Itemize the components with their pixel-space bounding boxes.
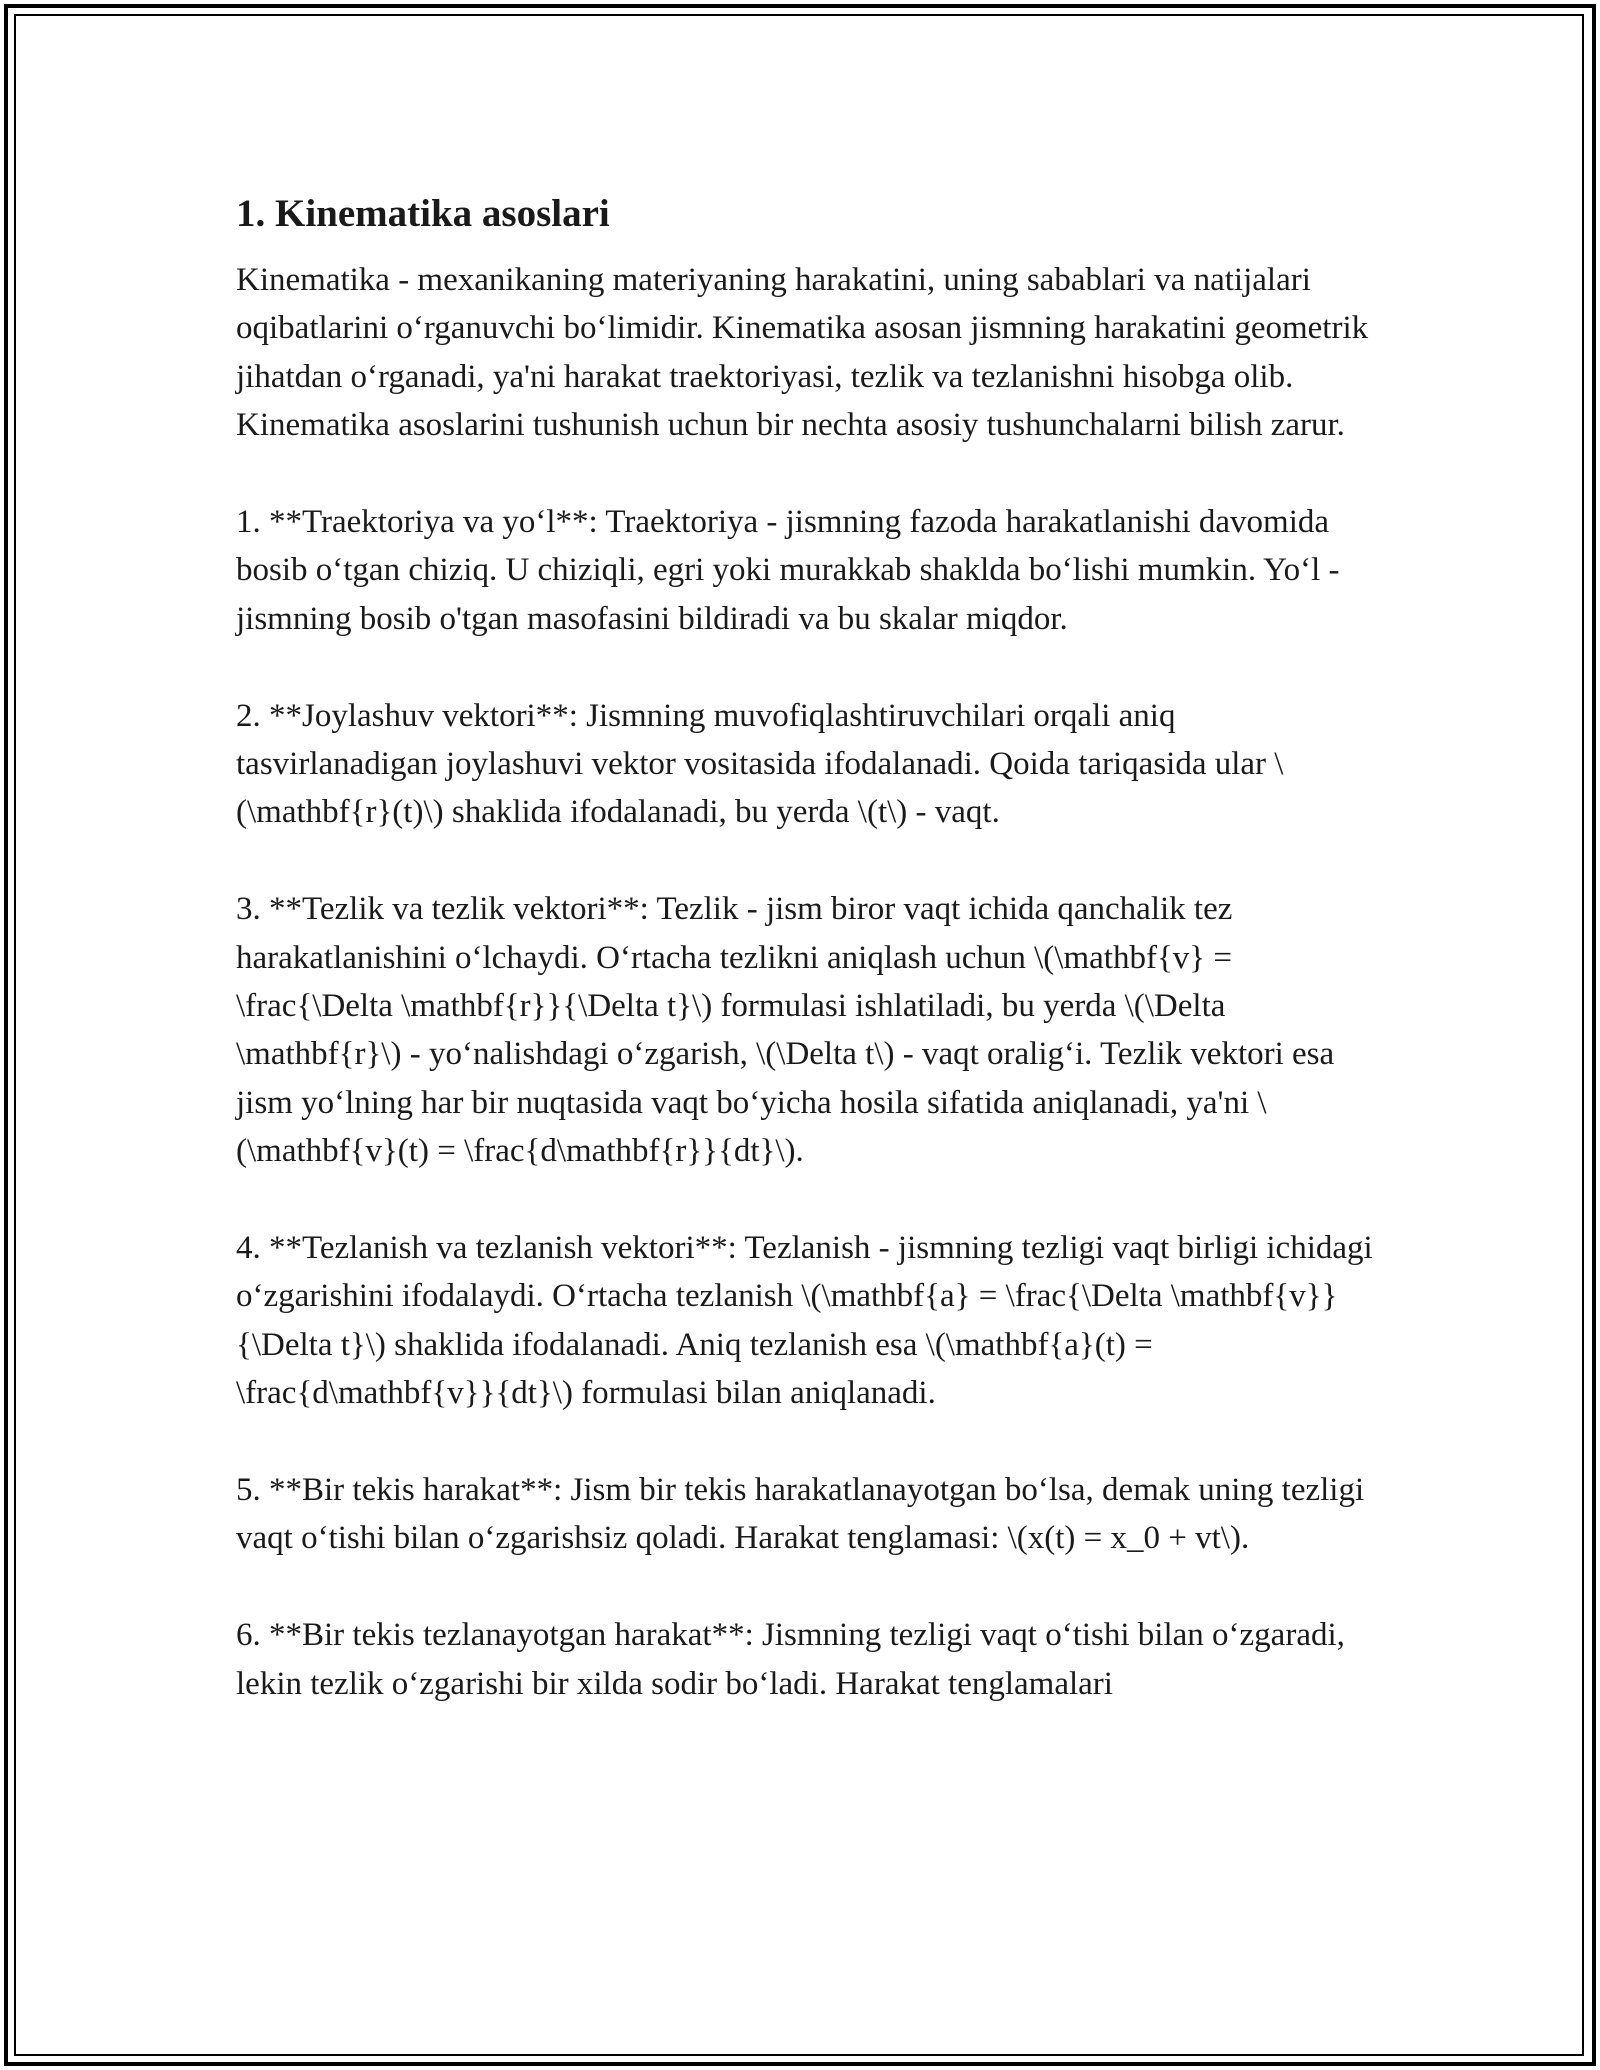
list-item-uniform-motion: 5. **Bir tekis harakat**: Jism bir tekis harakatlanayotgan bo‘lsa, demak uning tezligi vaqt o‘tishi bilan o‘zgarishsiz qoladi. Harakat tenglamasi: \(x(t) = x_0 + vt\). — [236, 1472, 1365, 1557]
intro-paragraph: Kinematika - mexanikaning materiyaning harakatini, uning sabablari va natijalari oqibatlarini o‘rganuvchi bo‘limidir. Kinematika asosan jismning harakatini geometrik jihatdan o‘rganadi, ya'ni harakat traektoriyasi, tezlik va tezlanishni hisobga olib. Kinematika asoslarini tushunish uchun bir nechta asosiy tushunchalarni bilish zarur. — [236, 262, 1369, 444]
list-item-uniform-acceleration: 6. **Bir tekis tezlanayotgan harakat**: Jismning tezligi vaqt o‘tishi bilan o‘zgaradi, lekin tezlik o‘zgarishi bir xilda sodir bo‘ladi. Harakat tenglamalari — [236, 1617, 1345, 1702]
list-item-position-vector: 2. **Joylashuv vektori**: Jismning muvofiqlashtiruvchilari orqali aniq tasvirlanadigan joylashuvi vektor vositasida ifodalanadi. Qoida tariqasida ular \(\mathbf{r}(t)\) shaklida ifodalanadi, bu yerda \(t\) - vaqt. — [236, 697, 1284, 831]
list-item-trajectory: 1. **Traektoriya va yo‘l**: Traektoriya - jismning fazoda harakatlanishi davomida bosib o‘tgan chiziq. U chiziqli, egri yoki murakkab shaklda bo‘lishi mumkin. Yo‘l - jismning bosib o'tgan masofasini bildiradi va bu skalar miqdor. — [236, 504, 1340, 637]
section-heading: 1. Kinematika asoslari — [236, 192, 610, 235]
list-item-velocity: 3. **Tezlik va tezlik vektori**: Tezlik - jism biror vaqt ichida qanchalik tez harakatlanishini o‘lchaydi. O‘rtacha tezlikni aniqlash uchun \(\mathbf{v} = \frac{\Delta \mathbf{r}}{\Delta t}\) formulasi ishlatiladi, bu yerda \(\Delta \mathbf{r}\) - yo‘nalishdagi o‘zgarish, \(\Delta t\) - vaqt oralig‘i. Tezlik vektori esa jism yo‘lning har bir nuqtasida vaqt bo‘yicha hosila sifatida aniqlanadi, ya'ni \(\mathbf{v}(t) = \frac{d\mathbf{r}}{dt}\). — [236, 891, 1335, 1170]
list-item-acceleration: 4. **Tezlanish va tezlanish vektori**: Tezlanish - jismning tezligi vaqt birligi ichidagi o‘zgarishini ifodalaydi. O‘rtacha tezlanish \(\mathbf{a} = \frac{\Delta \mathbf{v}}{\Delta t}\) shaklida ifodalanadi. Aniq tezlanish esa \(\mathbf{a}(t) = \frac{d\mathbf{v}}{dt}\) formulasi bilan aniqlanadi. — [236, 1230, 1373, 1412]
document-body — [236, 186, 1376, 1708]
